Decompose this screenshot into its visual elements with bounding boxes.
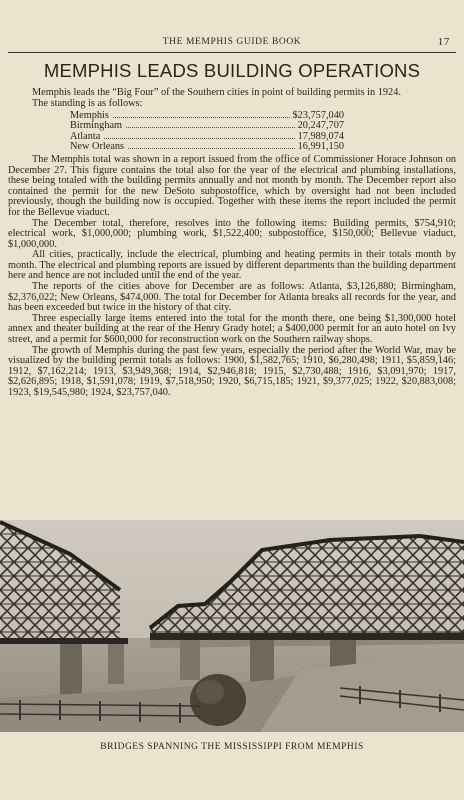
standing-amount: $23,757,040 [292,110,344,122]
running-header [8,34,456,53]
leader-dots [126,127,295,128]
standings-list [70,111,344,152]
standing-city: Memphis [70,110,109,122]
atlanta-items-paragraph: Three especially large items entered into the total for the month there, one being $1,300,000 hotel annex and theater building at the rear of the Henry Grady hotel; a $400,000 permit for an auto hotel on Ivy street, and a permit for $600,000 for reconstruction work on the Southern railway shops. [8,312,456,346]
standing-amount: 16,991,150 [297,140,344,152]
article-title: MEMPHIS LEADS BUILDING OPERATIONS [43,60,421,81]
standing-city: Atlanta [70,130,101,142]
bridges-photo [0,520,464,732]
page-number: 17 [437,36,450,48]
other-cities-paragraph: All cities, practically, include the electrical, plumbing and heating permits in their totals month by month. The electrical and plumbing reports are issued by different departments than the building department here and hence are not included until the end of the year. [8,249,456,282]
standing-row [70,142,344,152]
leader-dots [128,148,295,149]
standing-intro: The standing is as follows: [32,97,143,109]
standing-amount: 20,247,707 [297,120,344,132]
johnson-report-paragraph: The Memphis total was shown in a report issued from the office of Commissioner Horace Johnson on December 27. This figure contains the total also for the year of the electrical and plumbing installations, these being totaled with the building permits annually and not month by month. The December report also contained the permit for the new DeSoto subpostoffice, which by oversight had not been included previously, though the building now is occupied. Together with these items the report included the permit for the Bellevue viaduct. [8,153,456,218]
intro-paragraph: Memphis leads the “Big Four” of the Southern cities in point of building permits in 1924. [32,87,401,98]
december-items-paragraph: The December total, therefore, resolves into the following items: Building permits, $754,910; electrical work, $1,000,000; plumbing work, $1,522,400; subpostoffice, $150,000; Bellevue viaduct, $1,000,000. [8,217,456,250]
standing-city: Birmingham [70,120,123,132]
leader-dots [113,117,290,118]
standing-city: New Orleans [70,140,125,152]
article-body [8,88,456,399]
standing-amount: 17,989,074 [297,130,344,142]
december-reports-paragraph: The reports of the cities above for December are as follows: Atlanta, $3,126,880; Birmingham, $2,376,022; New Orleans, $474,000. The total for December for Atlanta breaks all records for the year, and has been exceeded but twice in the history of that city. [8,281,456,314]
photo-caption: BRIDGES SPANNING THE MISSISSIPPI FROM MEMPHIS [100,742,364,752]
growth-paragraph: The growth of Memphis during the past few years, especially the period after the World War, may be visualized by the building permit totals as follows: 1900, $1,582,765; 1910, $6,280,498; 1911, $5,859,146; 1912, $7,162,214; 1913, $3,949,368; 1914, $2,946,818; 1915, $2,730,488; 1916, $3,091,970; 1917, $2,626,895; 1918, $1,591,078; 1919, $7,518,950; 1920, $6,715,185; 1921, $9,377,025; 1922, $20,883,008; 1923, $19,545,980; 1924, $23,757,040. [8,344,456,398]
running-title: THE MEMPHIS GUIDE BOOK [162,37,302,47]
leader-dots [104,138,294,139]
